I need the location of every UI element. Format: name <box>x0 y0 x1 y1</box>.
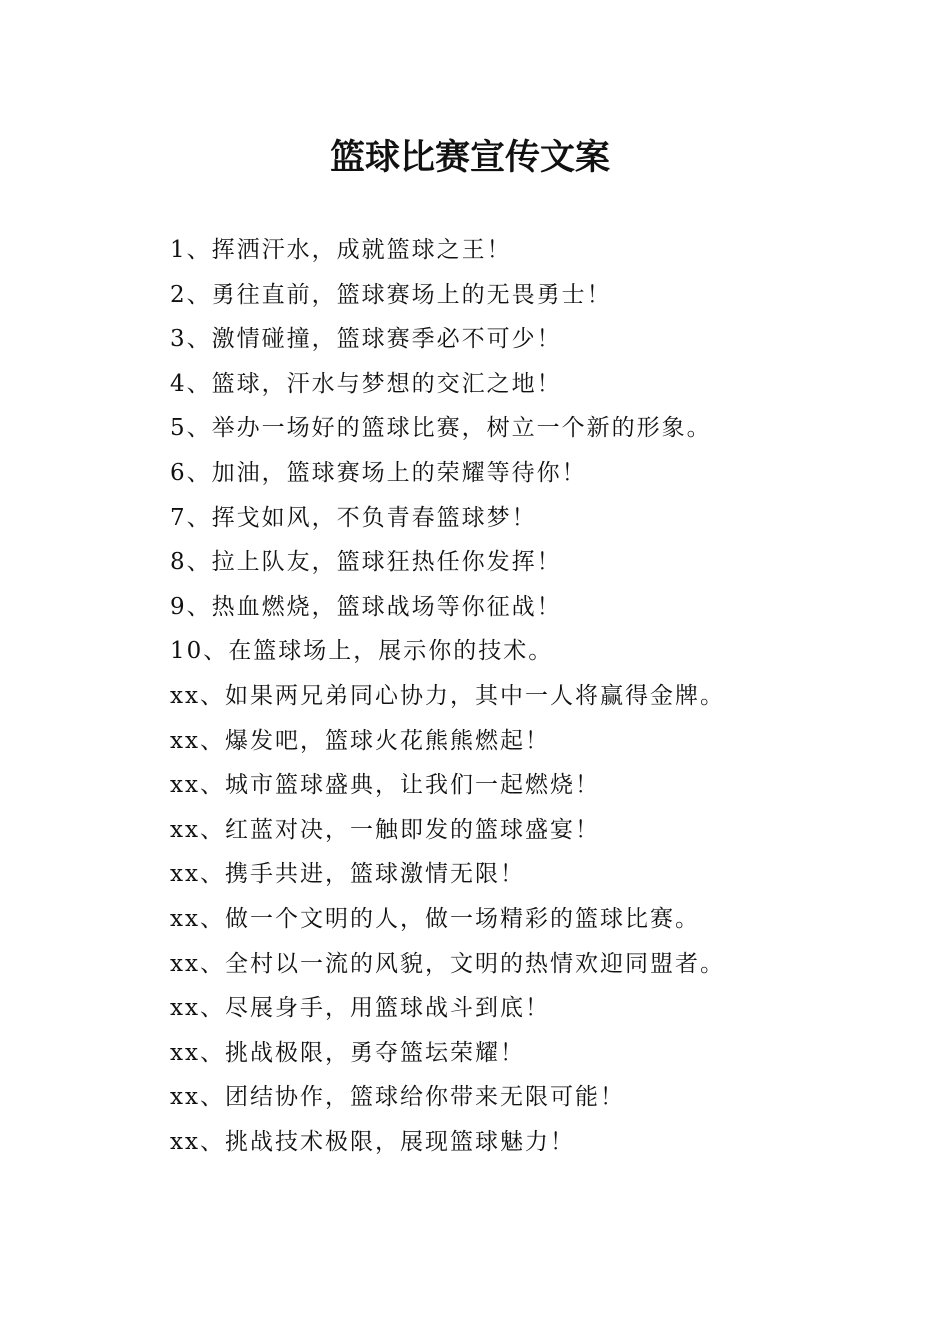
list-item: 1、挥洒汗水，成就篮球之王！ <box>170 237 512 263</box>
list-item: xx、城市篮球盛典，让我们一起燃烧！ <box>170 772 600 799</box>
list-item: 6、加油，篮球赛场上的荣耀等待你！ <box>170 459 587 486</box>
list-item: 4、篮球，汗水与梦想的交汇之地！ <box>170 370 562 397</box>
list-item: xx、挑战极限，勇夺篮坛荣耀！ <box>170 1039 525 1066</box>
document-title: 篮球比赛宣传文案 <box>329 137 610 178</box>
list-item: 5、举办一场好的篮球比赛，树立一个新的形象。 <box>170 415 712 442</box>
list-item: xx、爆发吧，篮球火花熊熊燃起！ <box>170 727 550 754</box>
list-item: 10、在篮球场上，展示你的技术。 <box>170 638 554 665</box>
list-item: 2、勇往直前，篮球赛场上的无畏勇士！ <box>170 281 612 308</box>
list-item: xx、做一个文明的人，做一场精彩的篮球比赛。 <box>170 905 700 932</box>
slogan-list <box>170 228 930 1164</box>
list-item: xx、尽展身手，用篮球战斗到底！ <box>170 995 550 1022</box>
list-item: 7、挥戈如风，不负青春篮球梦！ <box>170 504 537 531</box>
list-item: xx、携手共进，篮球激情无限！ <box>170 861 525 888</box>
list-item: 3、激情碰撞，篮球赛季必不可少！ <box>170 326 562 353</box>
list-item: xx、挑战技术极限，展现篮球魅力！ <box>170 1128 575 1155</box>
list-item: 8、拉上队友，篮球狂热任你发挥！ <box>170 549 562 576</box>
list-item: xx、如果两兄弟同心协力，其中一人将赢得金牌。 <box>170 682 725 709</box>
list-item: xx、全村以一流的风貌，文明的热情欢迎同盟者。 <box>170 950 725 977</box>
list-item: xx、红蓝对决，一触即发的篮球盛宴！ <box>170 816 600 843</box>
list-item: xx、团结协作，篮球给你带来无限可能！ <box>170 1084 625 1111</box>
list-item: 9、热血燃烧，篮球战场等你征战！ <box>170 593 562 620</box>
